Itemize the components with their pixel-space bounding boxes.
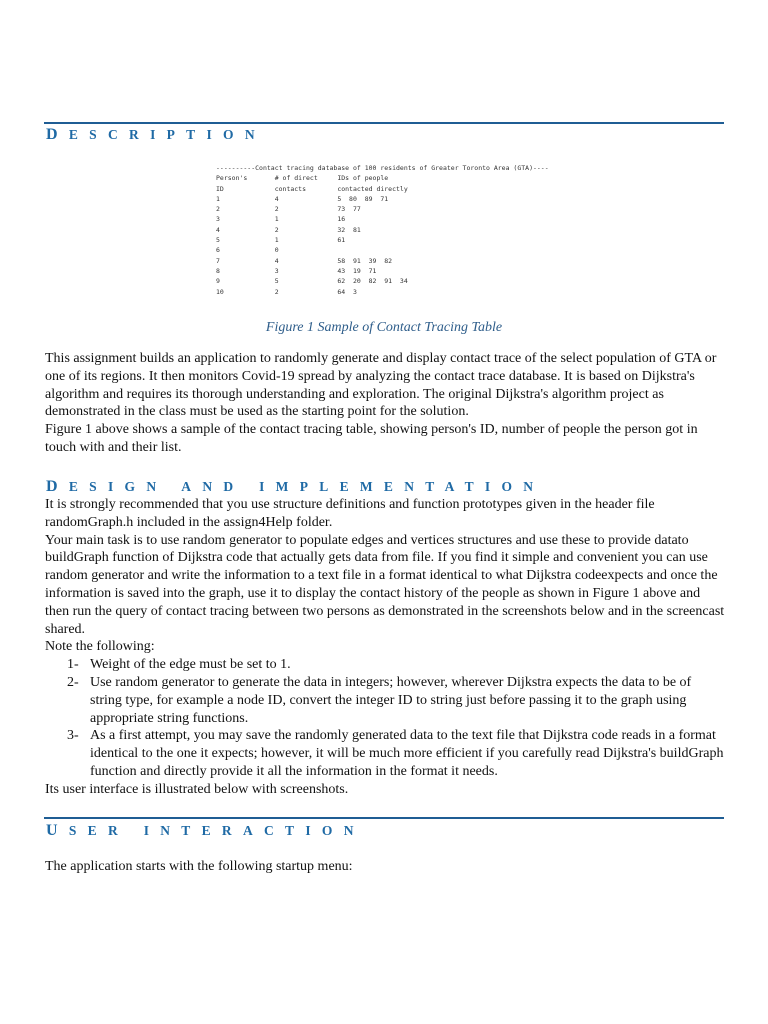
list-item [45,674,725,727]
table-line: 10 2 64 3 [216,287,357,296]
list-item [45,727,725,780]
list-item-number: 2- [67,674,79,690]
figure-caption: Figure 1 Sample of Contact Tracing Table [265,320,503,335]
paragraph: Its user interface is illustrated below with screenshots. [45,781,349,797]
table-line: 3 1 16 [216,215,346,224]
description-body [45,350,725,457]
section-heading-design: DESIGN AND IMPLEMENTATION [46,478,545,495]
paragraph: Your main task is to use random generator to populate edges and vertices structures and use these to provide datato buildGraph function of Dijkstra code that actually gets data from file. If you find it simple and convenient you can use random generator and write the information to a text file in a format identical to what Dijkstra codeexpects and once the information is saved into the graph, use it to display the contact history of the people as shown in Figure 1 above and then run the query of contact tracing between two persons as demonstrated in the screenshots below and in the screencast shared. [45,532,725,637]
list-item-text: Use random generator to generate the data in integers; however, wherever Dijkstra expects the data to be of string type, for example a node ID, convert the integer ID to string just before passing it to the graph using appropriate string functions. [90,674,692,726]
table-line: Person's # of direct IDs of people [216,174,389,183]
design-body [45,496,725,799]
list-item [45,656,725,674]
table-line: 9 5 62 20 82 91 34 [216,277,408,286]
user-interaction-body [45,858,725,876]
table-line: ----------Contact tracing database of 100 residents of Greater Toronto Area (GTA)---- [216,164,549,172]
section-heading-description: DESCRIPTION [46,126,266,143]
section-heading-user-interaction: USER INTERACTION [46,822,365,839]
paragraph: Note the following: [45,639,155,655]
table-line: 6 0 [216,246,279,255]
paragraph: It is strongly recommended that you use structure definitions and function prototypes given in the header file randomGraph.h included in the assign4Help folder. [45,497,655,530]
section-rule-user-interaction [44,817,724,819]
list-item-number: 1- [67,657,79,673]
paragraph: The application starts with the following startup menu: [45,859,353,874]
table-line: 8 3 43 19 71 [216,266,377,275]
contact-tracing-table [216,163,549,297]
list-item-number: 3- [67,728,79,744]
paragraph: Figure 1 above shows a sample of the contact tracing table, showing person's ID, number of people the person got in touch with and their list. [45,422,698,455]
table-line: 1 4 5 80 89 71 [216,194,389,203]
table-line: 2 2 73 77 [216,205,361,214]
table-line: ID contacts contacted directly [216,184,408,193]
section-rule-description [44,122,724,124]
table-line: 4 2 32 81 [216,225,361,234]
notes-list [45,656,725,781]
list-item-text: Weight of the edge must be set to 1. [90,657,291,673]
list-item-text: As a first attempt, you may save the randomly generated data to the text file that Dijkstra code reads in a format identical to the one it expects; however, it will be much more efficient if you carefully read Dijkstra's buildGraph function and directly provide it all the information in the format it needs. [90,728,724,779]
table-line: 5 1 61 [216,236,346,245]
table-line: 7 4 58 91 39 82 [216,256,393,265]
paragraph: This assignment builds an application to randomly generate and display contact trace of the select population of GTA or one of its regions. It then monitors Covid-19 spread by analyzing the contact trace database. It is based on Dijkstra's algorithm and requires its thorough understanding and exploration. The original Dijkstra's algorithm project as demonstrated in the class must be used as the starting point for the solution. [45,351,717,420]
